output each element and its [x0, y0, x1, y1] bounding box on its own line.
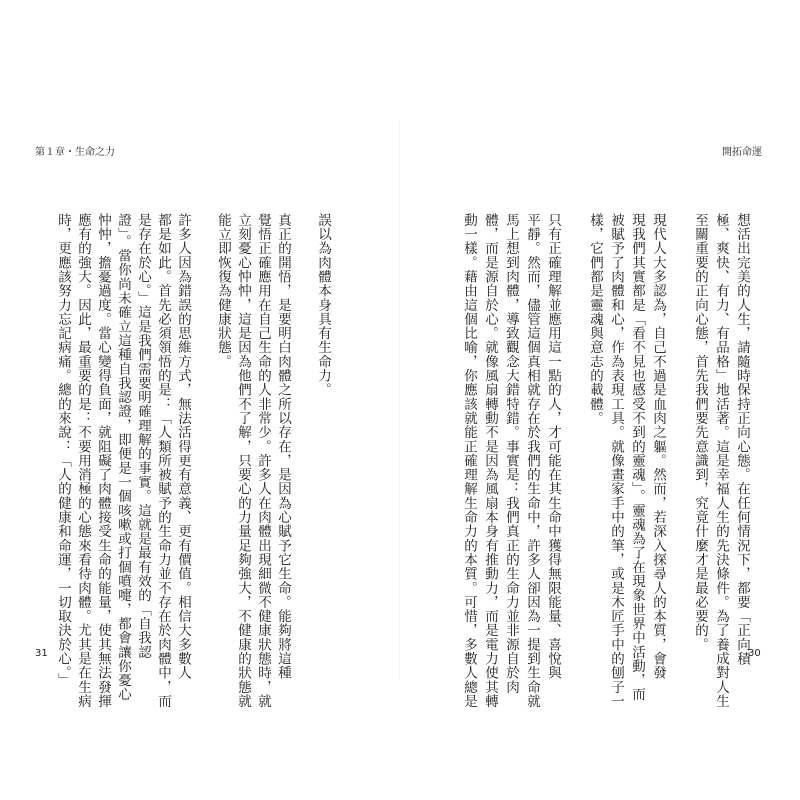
text-column: 馬上想到肉體，導致觀念大錯特錯。事實是：我們真正的生命力並非源自於肉 [503, 213, 519, 695]
text-column: 都是如此。首先必須領悟的是：「人類所被賦予的生命力並不存在於肉體中，而 [155, 213, 171, 709]
text-column: 現我們其實都是「看不見也感受不到的靈魂」。靈魂為了在現象世界中活動，而 [629, 213, 645, 702]
text-column: 許多人因為錯誤的思維方式，無法活得更有意義、更有價值。相信大多數人 [175, 213, 191, 680]
text-column: 時，更應該努力忘記病痛。總的來說：「人的健康和命運，一切取決於心。」 [55, 213, 71, 688]
text-column: 真正的開悟，是要明白肉體之所以存在，是因為心賦予它生命。能夠將這種 [275, 213, 291, 680]
text-column: 能立即恢復為健康狀態。 [215, 213, 231, 369]
text-column: 樣，它們都是靈魂與意志的載體。 [587, 213, 603, 426]
page-number-right: 30 [748, 648, 761, 659]
running-header-right: 開拓命運 [722, 147, 762, 158]
page-number-left: 31 [35, 648, 48, 659]
text-column: 至關重要的正向心態，首先我們要先意識到，究竟什麼才是最必要的。 [692, 213, 708, 652]
text-column: 被賦予了肉體和心，作為表現工具。就像畫家手中的筆，或是木匠手中的刨子一 [608, 213, 624, 709]
text-column: 誤以為肉體本身具有生命力。 [315, 213, 331, 397]
text-column: 體，而是源自於心。就像風扇轉動不是因為風扇本身有推動力，而是電力使其轉 [482, 213, 498, 709]
text-column: 覺悟正確應用在自己生命的人非常少。許多人在肉體出現細微不健康狀態時，就 [255, 213, 271, 709]
page-gutter [399, 120, 400, 680]
text-column: 應有的強大。因此，最重要的是：不要用消極的心態來看待肉體。尤其是在生病 [75, 213, 91, 709]
text-column: 動一樣。藉由這個比喻，你應該就能正確理解生命力的本質。可惜，多數人總是 [461, 213, 477, 709]
text-column: 忡忡，擔憂過度。當心變得負面，就阻礙了肉體接受生命的能量，使其無法發揮 [95, 213, 111, 709]
text-column: 立刻憂心忡忡，這是因為他們不了解，只要心的力量足夠強大，不健康的狀態就 [235, 213, 251, 709]
text-column: 只有正確理解並應用這一點的人，才可能在其生命中獲得無限能量、喜悅與 [545, 213, 561, 680]
running-header-left: 第１章・生命之力 [35, 147, 115, 158]
text-column: 是存在於心。」這是我們需要明確理解的事實。這就是最有效的「自我認 [135, 213, 151, 660]
text-column: 極、爽快、有力、有品格」地活著。這是幸福人生的先決條件。為了養成對人生 [713, 213, 729, 709]
text-column: 現代人大多認為，自己不過是血肉之軀。然而，若深入探尋人的本質，會發 [650, 213, 666, 680]
text-column: 證」。當你尚未確立這種自我認證，即便是一個咳嗽或打個噴嚏，都會讓你憂心 [115, 213, 131, 702]
text-column: 平靜。然而，儘管這個真相就存在於我們的生命中，許多人卻因為一提到生命就 [524, 213, 540, 709]
text-column: 想活出完美的人生，請隨時保持正向心態。在任何情況下，都要「正向積 [734, 213, 750, 666]
